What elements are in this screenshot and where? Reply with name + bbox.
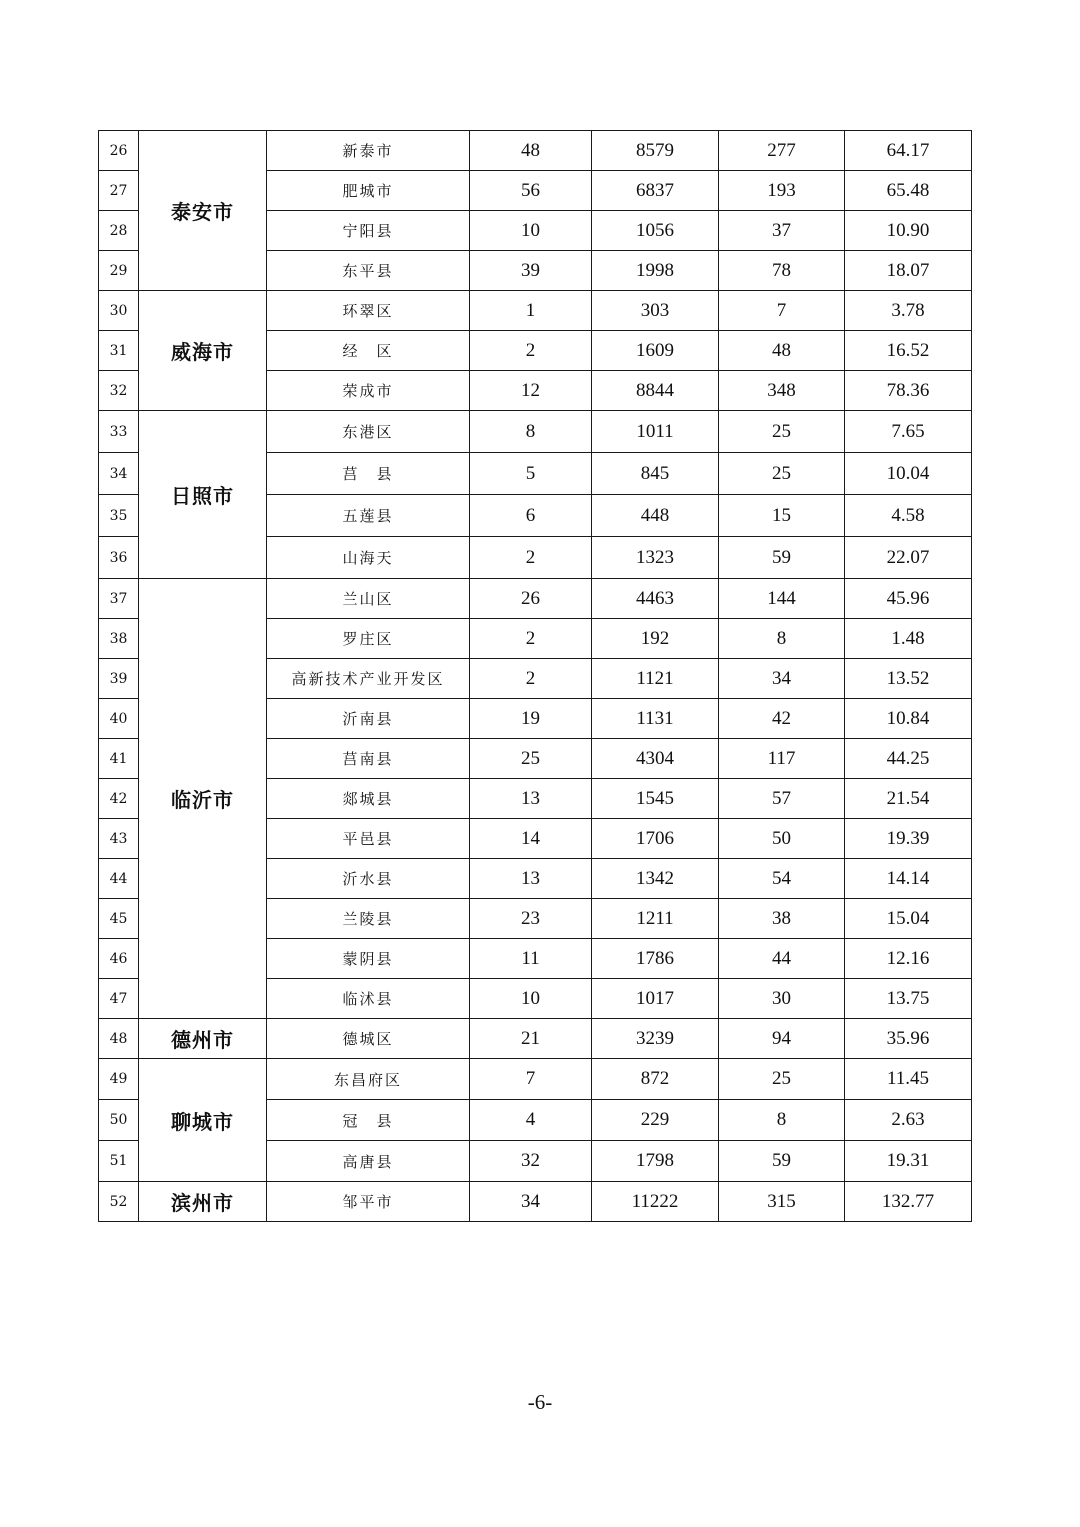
value-cell-4: 22.07 [845,537,972,579]
row-number-cell: 50 [99,1100,139,1141]
value-cell-2: 1342 [592,859,719,899]
value-cell-2: 1706 [592,819,719,859]
value-cell-4: 16.52 [845,331,972,371]
value-cell-1: 6 [470,495,592,537]
value-cell-3: 8 [719,1100,845,1141]
area-cell: 莒 县 [267,453,470,495]
value-cell-2: 1609 [592,331,719,371]
area-cell: 东港区 [267,411,470,453]
value-cell-2: 1323 [592,537,719,579]
value-cell-4: 1.48 [845,619,972,659]
value-cell-4: 44.25 [845,739,972,779]
value-cell-1: 1 [470,291,592,331]
row-number-cell: 34 [99,453,139,495]
value-cell-3: 59 [719,1141,845,1182]
row-number-cell: 51 [99,1141,139,1182]
value-cell-2: 8579 [592,131,719,171]
row-number-cell: 30 [99,291,139,331]
table-body [99,131,972,1222]
row-number-cell: 47 [99,979,139,1019]
city-cell: 聊城市 [139,1059,267,1182]
value-cell-3: 34 [719,659,845,699]
table-row [99,1059,972,1100]
value-cell-1: 56 [470,171,592,211]
value-cell-3: 144 [719,579,845,619]
value-cell-3: 348 [719,371,845,411]
value-cell-2: 448 [592,495,719,537]
value-cell-3: 30 [719,979,845,1019]
value-cell-1: 34 [470,1182,592,1222]
area-cell: 经 区 [267,331,470,371]
value-cell-2: 1998 [592,251,719,291]
value-cell-1: 8 [470,411,592,453]
value-cell-1: 39 [470,251,592,291]
value-cell-2: 6837 [592,171,719,211]
row-number-cell: 49 [99,1059,139,1100]
value-cell-4: 7.65 [845,411,972,453]
area-cell: 兰山区 [267,579,470,619]
table-row [99,131,972,171]
value-cell-3: 15 [719,495,845,537]
area-cell: 郯城县 [267,779,470,819]
area-cell: 兰陵县 [267,899,470,939]
value-cell-2: 11222 [592,1182,719,1222]
value-cell-2: 1786 [592,939,719,979]
value-cell-3: 78 [719,251,845,291]
value-cell-1: 2 [470,619,592,659]
row-number-cell: 28 [99,211,139,251]
value-cell-2: 1121 [592,659,719,699]
value-cell-2: 1131 [592,699,719,739]
value-cell-4: 2.63 [845,1100,972,1141]
table-row [99,291,972,331]
value-cell-1: 11 [470,939,592,979]
value-cell-3: 193 [719,171,845,211]
row-number-cell: 32 [99,371,139,411]
value-cell-4: 132.77 [845,1182,972,1222]
row-number-cell: 39 [99,659,139,699]
row-number-cell: 35 [99,495,139,537]
row-number-cell: 33 [99,411,139,453]
city-cell: 滨州市 [139,1182,267,1222]
city-cell: 威海市 [139,291,267,411]
area-cell: 荣成市 [267,371,470,411]
value-cell-1: 4 [470,1100,592,1141]
row-number-cell: 31 [99,331,139,371]
page-number: -6- [527,1390,553,1414]
area-cell: 平邑县 [267,819,470,859]
value-cell-3: 38 [719,899,845,939]
value-cell-1: 7 [470,1059,592,1100]
value-cell-4: 10.04 [845,453,972,495]
value-cell-3: 57 [719,779,845,819]
row-number-cell: 43 [99,819,139,859]
value-cell-4: 21.54 [845,779,972,819]
value-cell-4: 10.90 [845,211,972,251]
value-cell-2: 3239 [592,1019,719,1059]
value-cell-3: 42 [719,699,845,739]
row-number-cell: 45 [99,899,139,939]
value-cell-1: 5 [470,453,592,495]
table-row [99,1182,972,1222]
value-cell-4: 12.16 [845,939,972,979]
value-cell-1: 10 [470,211,592,251]
value-cell-4: 64.17 [845,131,972,171]
value-cell-4: 13.75 [845,979,972,1019]
row-number-cell: 40 [99,699,139,739]
value-cell-3: 7 [719,291,845,331]
value-cell-2: 229 [592,1100,719,1141]
city-cell: 泰安市 [139,131,267,291]
value-cell-2: 1798 [592,1141,719,1182]
value-cell-3: 50 [719,819,845,859]
area-cell: 山海天 [267,537,470,579]
value-cell-3: 315 [719,1182,845,1222]
value-cell-2: 1211 [592,899,719,939]
value-cell-3: 37 [719,211,845,251]
row-number-cell: 37 [99,579,139,619]
value-cell-3: 25 [719,453,845,495]
area-cell: 沂水县 [267,859,470,899]
value-cell-3: 25 [719,411,845,453]
value-cell-1: 32 [470,1141,592,1182]
value-cell-4: 35.96 [845,1019,972,1059]
value-cell-2: 192 [592,619,719,659]
area-cell: 德城区 [267,1019,470,1059]
value-cell-2: 4304 [592,739,719,779]
area-cell: 五莲县 [267,495,470,537]
area-cell: 邹平市 [267,1182,470,1222]
row-number-cell: 36 [99,537,139,579]
area-cell: 宁阳县 [267,211,470,251]
area-cell: 高唐县 [267,1141,470,1182]
value-cell-3: 44 [719,939,845,979]
value-cell-4: 14.14 [845,859,972,899]
area-cell: 蒙阴县 [267,939,470,979]
area-cell: 罗庄区 [267,619,470,659]
value-cell-3: 8 [719,619,845,659]
area-cell: 莒南县 [267,739,470,779]
value-cell-4: 15.04 [845,899,972,939]
row-number-cell: 27 [99,171,139,211]
table-row [99,579,972,619]
value-cell-1: 48 [470,131,592,171]
value-cell-1: 10 [470,979,592,1019]
value-cell-1: 12 [470,371,592,411]
value-cell-2: 1017 [592,979,719,1019]
area-cell: 肥城市 [267,171,470,211]
row-number-cell: 48 [99,1019,139,1059]
area-cell: 东昌府区 [267,1059,470,1100]
value-cell-4: 65.48 [845,171,972,211]
area-cell: 临沭县 [267,979,470,1019]
value-cell-1: 13 [470,859,592,899]
value-cell-3: 277 [719,131,845,171]
area-cell: 冠 县 [267,1100,470,1141]
value-cell-2: 8844 [592,371,719,411]
city-cell: 德州市 [139,1019,267,1059]
value-cell-4: 13.52 [845,659,972,699]
value-cell-4: 19.31 [845,1141,972,1182]
value-cell-1: 26 [470,579,592,619]
value-cell-1: 13 [470,779,592,819]
row-number-cell: 46 [99,939,139,979]
value-cell-4: 3.78 [845,291,972,331]
value-cell-2: 1056 [592,211,719,251]
value-cell-4: 19.39 [845,819,972,859]
value-cell-1: 2 [470,659,592,699]
area-cell: 环翠区 [267,291,470,331]
value-cell-3: 25 [719,1059,845,1100]
area-cell: 新泰市 [267,131,470,171]
value-cell-4: 11.45 [845,1059,972,1100]
row-number-cell: 44 [99,859,139,899]
value-cell-1: 25 [470,739,592,779]
value-cell-4: 10.84 [845,699,972,739]
value-cell-2: 303 [592,291,719,331]
table-row [99,1019,972,1059]
value-cell-4: 4.58 [845,495,972,537]
value-cell-1: 14 [470,819,592,859]
row-number-cell: 26 [99,131,139,171]
city-cell: 临沂市 [139,579,267,1019]
row-number-cell: 29 [99,251,139,291]
value-cell-1: 21 [470,1019,592,1059]
value-cell-1: 19 [470,699,592,739]
value-cell-4: 18.07 [845,251,972,291]
row-number-cell: 38 [99,619,139,659]
row-number-cell: 41 [99,739,139,779]
data-table [98,130,972,1222]
table-row [99,411,972,453]
area-cell: 东平县 [267,251,470,291]
value-cell-2: 1011 [592,411,719,453]
area-cell: 高新技术产业开发区 [267,659,470,699]
value-cell-3: 117 [719,739,845,779]
value-cell-1: 23 [470,899,592,939]
value-cell-4: 78.36 [845,371,972,411]
value-cell-3: 94 [719,1019,845,1059]
row-number-cell: 52 [99,1182,139,1222]
value-cell-3: 48 [719,331,845,371]
value-cell-3: 54 [719,859,845,899]
city-cell: 日照市 [139,411,267,579]
value-cell-2: 4463 [592,579,719,619]
value-cell-1: 2 [470,537,592,579]
value-cell-3: 59 [719,537,845,579]
value-cell-1: 2 [470,331,592,371]
area-cell: 沂南县 [267,699,470,739]
value-cell-2: 845 [592,453,719,495]
row-number-cell: 42 [99,779,139,819]
value-cell-4: 45.96 [845,579,972,619]
value-cell-2: 872 [592,1059,719,1100]
value-cell-2: 1545 [592,779,719,819]
